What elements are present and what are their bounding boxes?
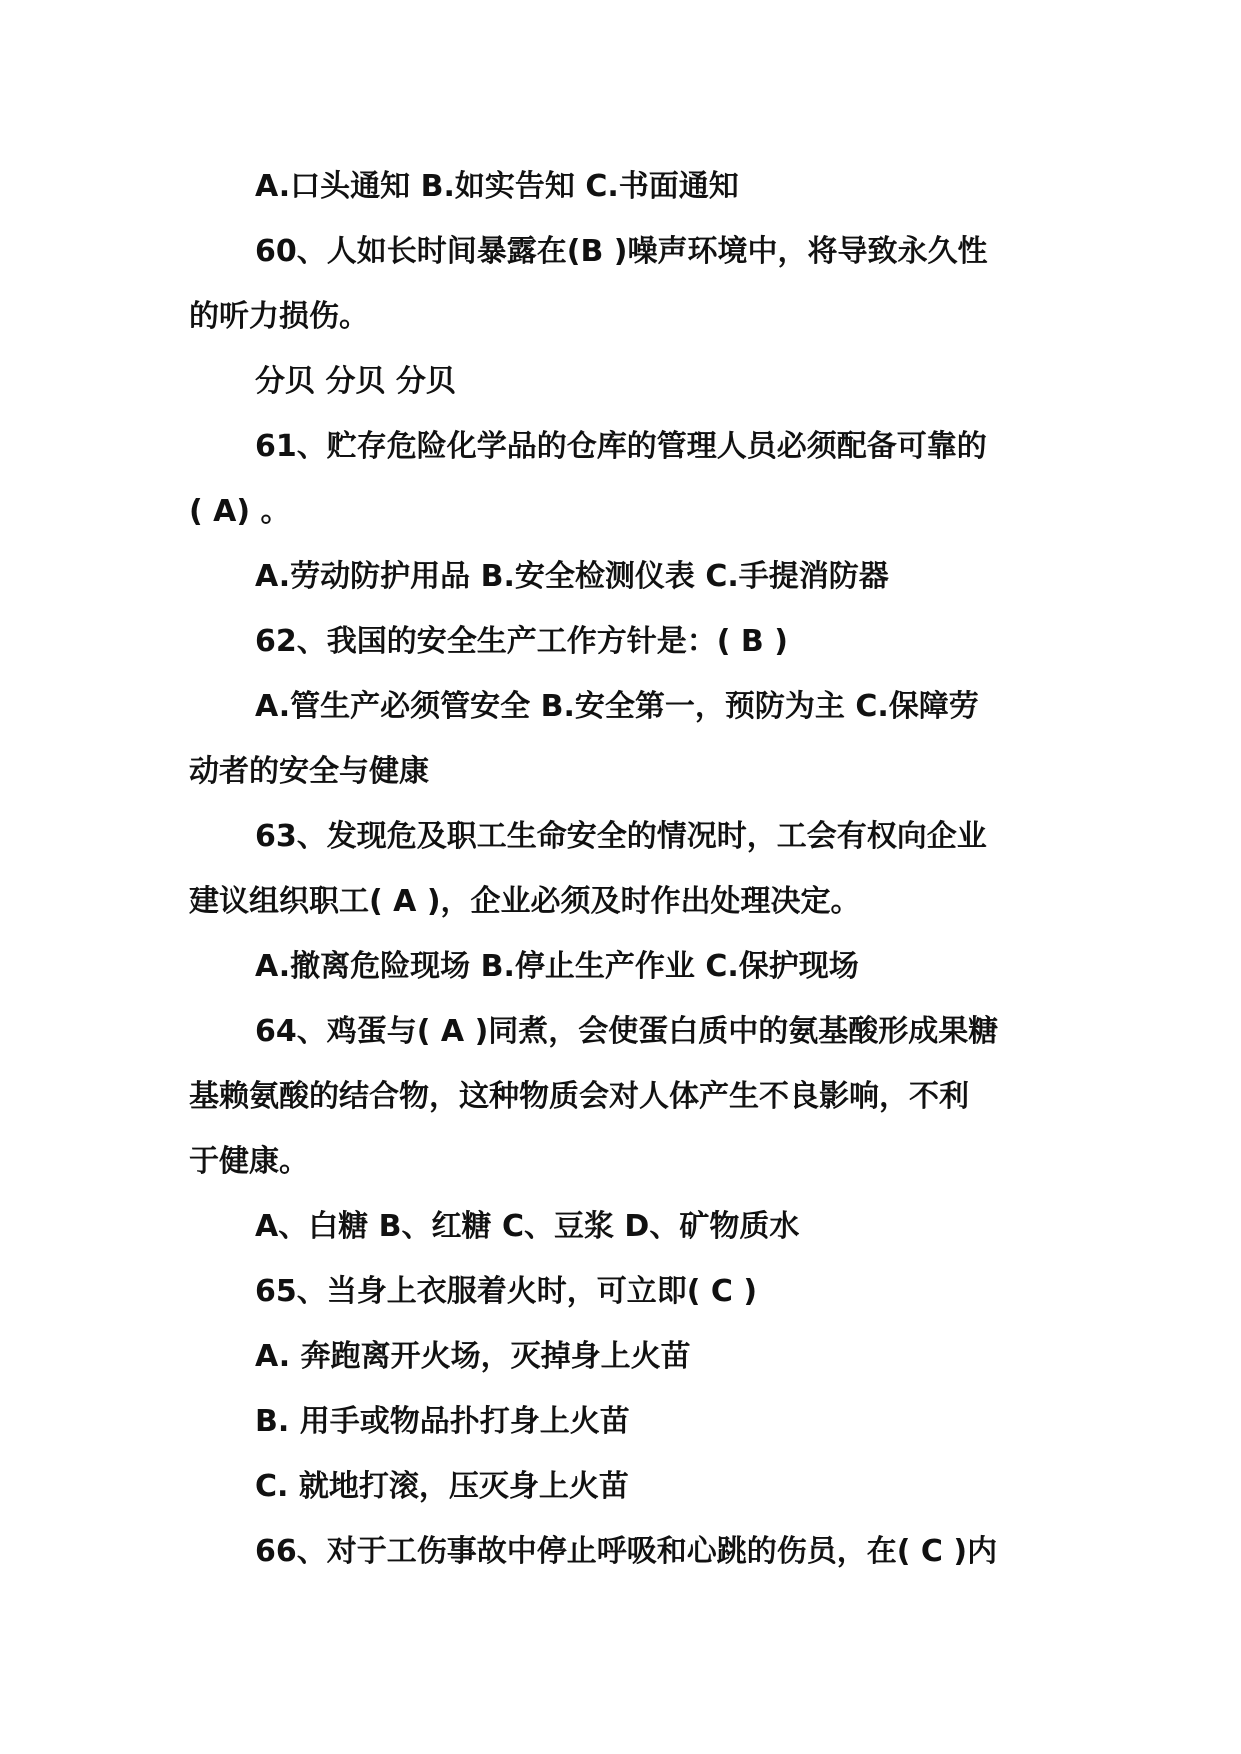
answer-options-62: A.管生产必须管安全 B.安全第一，预防为主 C.保障劳 [255,689,979,724]
answer-option-65-b: B. 用手或物品扑打身上火苗 [255,1404,630,1439]
question-66: 66、对于工伤事故中停止呼吸和心跳的伤员，在( C )内 [255,1534,998,1569]
question-65: 65、当身上衣服着火时，可立即( C ) [255,1274,758,1309]
question-63: 63、发现危及职工生命安全的情况时，工会有权向企业 [255,819,987,854]
question-64: 64、鸡蛋与( A )同煮，会使蛋白质中的氨基酸形成果糖 [255,1014,999,1049]
document-body [189,154,1059,1584]
question-62: 62、我国的安全生产工作方针是：( B ) [255,624,788,659]
question-61: 61、贮存危险化学品的仓库的管理人员必须配备可靠的 [255,429,987,464]
question-61-continued: ( A) 。 [189,494,291,529]
answer-options-60: 分贝 分贝 分贝 [255,364,456,399]
question-64-continued: 基赖氨酸的结合物，这种物质会对人体产生不良影响，不利 [189,1079,969,1114]
answer-options-59: A.口头通知 B.如实告知 C.书面通知 [255,169,739,204]
answer-options-62-continued: 动者的安全与健康 [189,754,429,789]
answer-options-61: A.劳动防护用品 B.安全检测仪表 C.手提消防器 [255,559,889,594]
question-60: 60、人如长时间暴露在(B )噪声环境中，将导致永久性 [255,234,988,269]
answer-option-65-a: A. 奔跑离开火场，灭掉身上火苗 [255,1339,691,1374]
question-60-continued: 的听力损伤。 [189,299,369,334]
answer-options-63: A.撤离危险现场 B.停止生产作业 C.保护现场 [255,949,859,984]
answer-option-65-c: C. 就地打滚，压灭身上火苗 [255,1469,629,1504]
answer-options-64: A、白糖 B、红糖 C、豆浆 D、矿物质水 [255,1209,800,1244]
question-63-continued: 建议组织职工( A )，企业必须及时作出处理决定。 [189,884,861,919]
question-64-continued-2: 于健康。 [189,1144,309,1179]
